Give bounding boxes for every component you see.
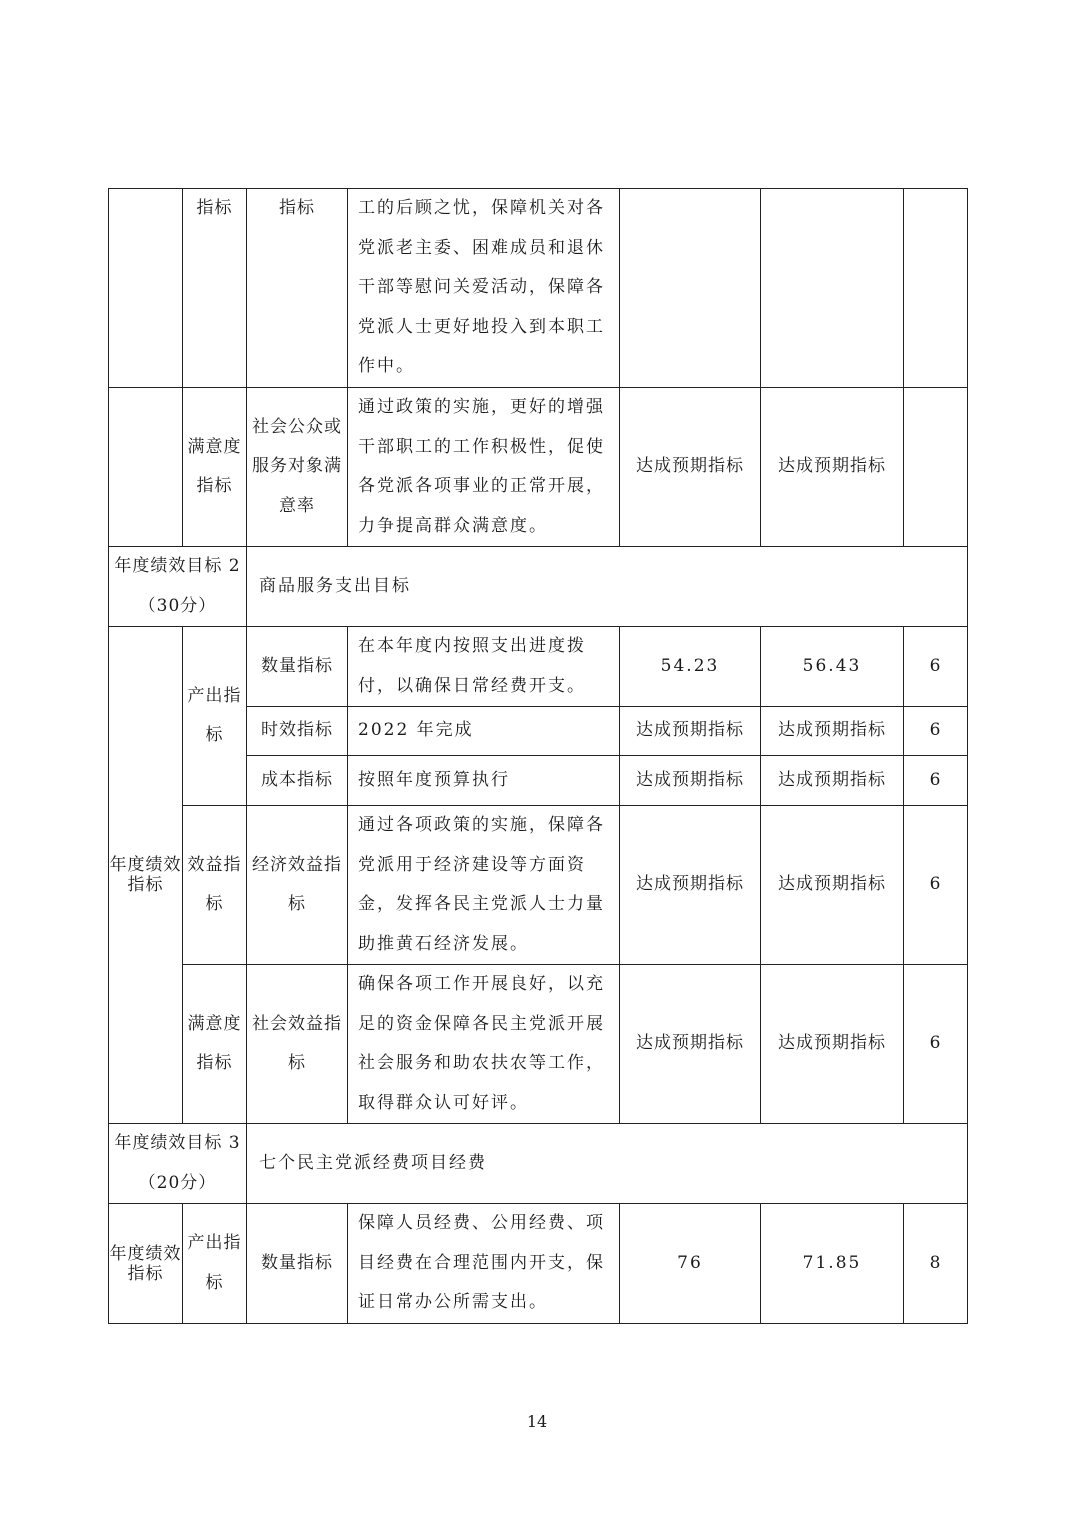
table-row — [109, 388, 968, 547]
indicator-content: 保障人员经费、公用经费、项目经费在合理范围内开支，保证日常办公所需支出。 — [348, 1204, 620, 1324]
indicator-content: 通过政策的实施，更好的增强干部职工的工作积极性，促使各党派各项事业的正常开展，力争提高群众满意度。 — [348, 388, 620, 547]
score: 6 — [904, 756, 968, 806]
level1-cell — [109, 388, 183, 547]
indicator-content: 按照年度预算执行 — [348, 756, 620, 806]
goal-label: 年度绩效目标 2（30分） — [109, 547, 247, 627]
table-row — [109, 627, 968, 707]
level1-cell — [109, 189, 183, 388]
page-number: 14 — [526, 1412, 548, 1431]
actual-value: 达成预期指标 — [761, 965, 904, 1124]
target-value: 达成预期指标 — [620, 965, 761, 1124]
level1-cell: 年度绩效指标 — [109, 1204, 183, 1324]
score: 6 — [904, 965, 968, 1124]
actual-value: 达成预期指标 — [761, 806, 904, 965]
indicator-content: 在本年度内按照支出进度拨付，以确保日常经费开支。 — [348, 627, 620, 707]
level2-cell: 指标 — [183, 189, 247, 388]
goal-row — [109, 1124, 968, 1204]
actual-value: 达成预期指标 — [761, 756, 904, 806]
score — [904, 189, 968, 388]
score: 8 — [904, 1204, 968, 1324]
target-value: 达成预期指标 — [620, 388, 761, 547]
actual-value: 达成预期指标 — [761, 388, 904, 547]
goal-text: 七个民主党派经费项目经费 — [247, 1124, 968, 1204]
level2-cell: 满意度指标 — [183, 965, 247, 1124]
level2-cell: 产出指标 — [183, 1204, 247, 1324]
table-row — [109, 806, 968, 965]
level3-cell: 成本指标 — [247, 756, 348, 806]
level3-cell: 经济效益指标 — [247, 806, 348, 965]
level3-cell: 数量指标 — [247, 1204, 348, 1324]
level3-cell: 社会公众或服务对象满意率 — [247, 388, 348, 547]
table-row — [109, 1204, 968, 1324]
table-row — [109, 965, 968, 1124]
target-value: 76 — [620, 1204, 761, 1324]
target-value — [620, 189, 761, 388]
indicator-content: 工的后顾之忧，保障机关对各党派老主委、困难成员和退休干部等慰问关爱活动，保障各党派人士更好地投入到本职工作中。 — [348, 189, 620, 388]
indicator-content: 确保各项工作开展良好，以充足的资金保障各民主党派开展社会服务和助农扶农等工作，取得群众认可好评。 — [348, 965, 620, 1124]
level3-cell: 时效指标 — [247, 707, 348, 756]
actual-value: 达成预期指标 — [761, 707, 904, 756]
level3-cell: 数量指标 — [247, 627, 348, 707]
level2-cell: 满意度指标 — [183, 388, 247, 547]
actual-value: 56.43 — [761, 627, 904, 707]
actual-value: 71.85 — [761, 1204, 904, 1324]
actual-value — [761, 189, 904, 388]
target-value: 达成预期指标 — [620, 707, 761, 756]
indicator-content: 通过各项政策的实施，保障各党派用于经济建设等方面资金，发挥各民主党派人士力量助推黄石经济发展。 — [348, 806, 620, 965]
level1-cell: 年度绩效指标 — [109, 627, 183, 1124]
score: 6 — [904, 627, 968, 707]
score: 6 — [904, 707, 968, 756]
score: 6 — [904, 806, 968, 965]
target-value: 54.23 — [620, 627, 761, 707]
level2-cell: 效益指标 — [183, 806, 247, 965]
level3-cell: 指标 — [247, 189, 348, 388]
level3-cell: 社会效益指标 — [247, 965, 348, 1124]
level2-cell: 产出指标 — [183, 627, 247, 806]
indicator-content: 2022 年完成 — [348, 707, 620, 756]
target-value: 达成预期指标 — [620, 806, 761, 965]
performance-table — [108, 188, 968, 1324]
table-row — [109, 189, 968, 388]
goal-label: 年度绩效目标 3（20分） — [109, 1124, 247, 1204]
target-value: 达成预期指标 — [620, 756, 761, 806]
goal-text: 商品服务支出目标 — [247, 547, 968, 627]
goal-row — [109, 547, 968, 627]
score — [904, 388, 968, 547]
